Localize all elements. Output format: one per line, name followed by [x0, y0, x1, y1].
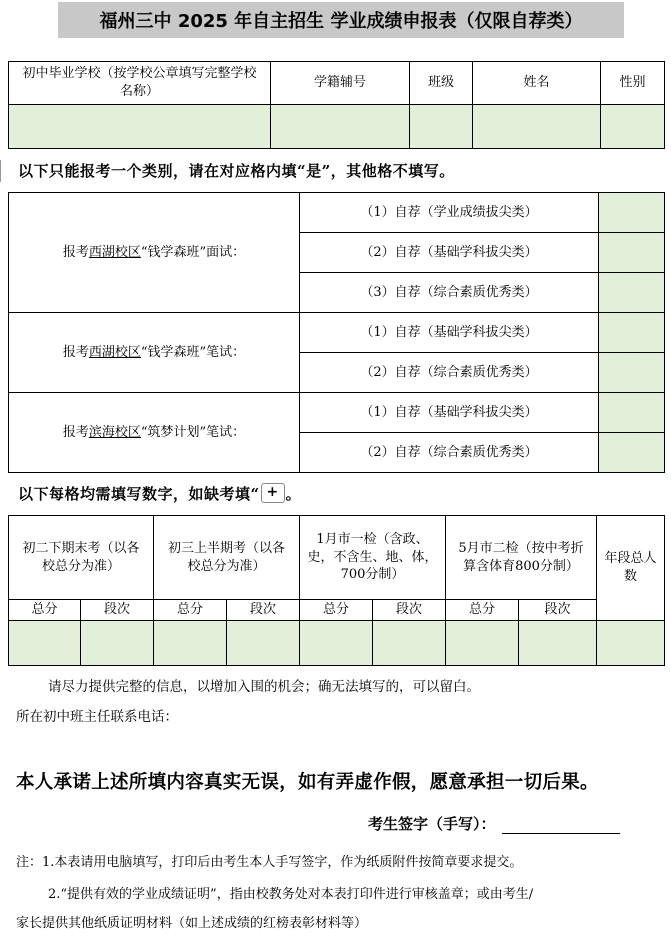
exam1-rank-label: 段次: [81, 600, 154, 621]
class-input[interactable]: [410, 105, 473, 149]
fill-note: 请尽力提供完整的信息，以增加入围的机会；确无法填写的，可以留白。: [48, 679, 480, 695]
group3-label-text: 报考滨海校区“筑梦计划”笔试：: [62, 424, 246, 440]
signature-field[interactable]: [502, 819, 620, 834]
gender-input[interactable]: [601, 105, 665, 149]
choice-g1-3[interactable]: [599, 273, 665, 313]
signature-row: [368, 813, 620, 834]
school-input[interactable]: [9, 105, 271, 149]
exam3-total-label: 总分: [300, 600, 373, 621]
teacher-phone-label: 所在初中班主任联系电话：: [16, 709, 178, 725]
exam4-rank-label: 段次: [519, 600, 597, 621]
option-g1-3: （3）自荐（综合素质优秀类）: [300, 273, 599, 313]
option-g3-2: （2）自荐（综合素质优秀类）: [300, 433, 599, 473]
exam2-rank-label: 段次: [227, 600, 300, 621]
score-instruction-post: 。: [285, 485, 302, 503]
plus-icon[interactable]: +: [261, 483, 285, 503]
gender-header: 性别: [601, 62, 665, 105]
grade-total-header: 年段总人数: [597, 516, 665, 621]
group1-label-text: 报考西湖校区“钱学森班”面试：: [62, 244, 246, 260]
exam2-header: 初三上半期考（以各校总分为准）: [154, 516, 300, 600]
exam3-header: 1月市一检（含政、史，不含生、地、体，700分制）: [300, 516, 446, 600]
page-title: 福州三中 2025 年自主招生 学业成绩申报表（仅限自荐类）: [58, 2, 624, 38]
exam1-total-label: 总分: [9, 600, 81, 621]
name-header: 姓名: [473, 62, 601, 105]
category-instruction: 以下只能报考一个类别，请在对应格内填“是”，其他格不填写。: [18, 162, 455, 180]
category-table: [8, 192, 665, 473]
score-table: [8, 515, 665, 666]
option-g1-2: （2）自荐（基础学科拔尖类）: [300, 233, 599, 273]
exam1-rank-input[interactable]: [81, 621, 154, 666]
exam4-total-label: 总分: [446, 600, 519, 621]
pledge-statement: 本人承诺上述所填内容真实无误，如有弄虚作假，愿意承担一切后果。: [16, 772, 599, 793]
choice-g2-1[interactable]: [599, 313, 665, 353]
signature-label: 考生签字（手写）：: [368, 815, 496, 833]
group3-label: [9, 393, 300, 473]
exam3-total-input[interactable]: [300, 621, 373, 666]
group1-label: [9, 193, 300, 313]
note-2-line-1: 2.“提供有效的学业成绩证明”，指由校教务处对本表打印件进行审核盖章；或由考生/: [48, 887, 534, 902]
school-header: 初中毕业学校（按学校公章填写完整学校名称）: [9, 62, 271, 105]
score-instruction-pre: 以下每格均需填写数字，如缺考填“: [18, 485, 260, 503]
group2-label: [9, 313, 300, 393]
option-g2-1: （1）自荐（基础学科拔尖类）: [300, 313, 599, 353]
name-input[interactable]: [473, 105, 601, 149]
exam2-total-input[interactable]: [154, 621, 227, 666]
exam4-header: 5月市二检（按中考折算含体育800分制）: [446, 516, 597, 600]
exam2-total-label: 总分: [154, 600, 227, 621]
choice-g1-2[interactable]: [599, 233, 665, 273]
choice-g2-2[interactable]: [599, 353, 665, 393]
exam4-total-input[interactable]: [446, 621, 519, 666]
choice-g3-1[interactable]: [599, 393, 665, 433]
option-g3-1: （1）自荐（基础学科拔尖类）: [300, 393, 599, 433]
student-id-input[interactable]: [271, 105, 410, 149]
option-g2-2: （2）自荐（综合素质优秀类）: [300, 353, 599, 393]
exam3-rank-input[interactable]: [373, 621, 446, 666]
score-instruction: [18, 483, 301, 505]
exam3-rank-label: 段次: [373, 600, 446, 621]
class-header: 班级: [410, 62, 473, 105]
option-g1-1: （1）自荐（学业成绩拔尖类）: [300, 193, 599, 233]
exam4-rank-input[interactable]: [519, 621, 597, 666]
group2-label-text: 报考西湖校区“钱学森班”笔试：: [62, 344, 246, 360]
choice-g1-1[interactable]: [599, 193, 665, 233]
choice-g3-2[interactable]: [599, 433, 665, 473]
exam2-rank-input[interactable]: [227, 621, 300, 666]
left-edge-marker: [0, 160, 4, 182]
exam1-header: 初二下期末考（以各校总分为准）: [9, 516, 154, 600]
student-info-table: [8, 61, 665, 149]
exam1-total-input[interactable]: [9, 621, 81, 666]
note-2-line-2: 家长提供其他纸质证明材料（如上述成绩的红榜表彰材料等）: [16, 916, 368, 931]
grade-total-input[interactable]: [597, 621, 665, 666]
note-1: 注：1.本表请用电脑填写，打印后由考生本人手写签字，作为纸质附件按简章要求提交。: [16, 855, 523, 870]
student-id-header: 学籍辅号: [271, 62, 410, 105]
